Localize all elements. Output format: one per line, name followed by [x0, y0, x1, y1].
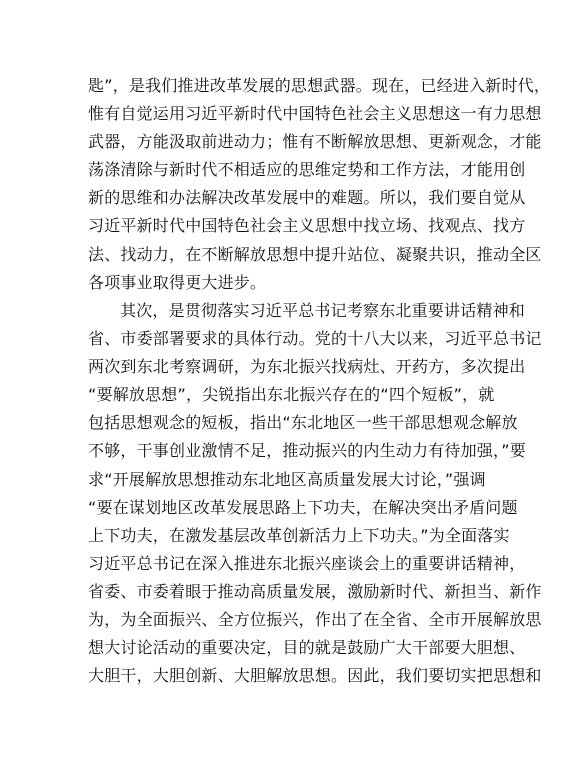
paragraph-2 [88, 297, 542, 690]
text-line: 各项事业取得更大进步。 [88, 272, 267, 292]
text-line: 上下功夫，在激发基层改革创新活力上下功夫。”为全面落实 [88, 525, 510, 545]
text-line: 包括思想观念的短板，指出“东北地区一些干部思想观念解放 [88, 413, 518, 433]
text-line: 省委、市委着眼于推动高质量发展，激励新时代、新担当、新作 [88, 581, 542, 601]
text-line: 荡涤清除与新时代不相适应的思维定势和工作方法，才能用创 [88, 160, 526, 180]
text-line: 习近平新时代中国特色社会主义思想中找立场、找观点、找方 [88, 216, 526, 236]
text-line: 新的思维和办法解决改革发展中的难题。所以，我们要自觉从 [88, 188, 526, 208]
text-line: “要在谋划地区改革发展思路上下功夫，在解决突出矛盾问题 [88, 497, 518, 517]
text-line: 武器，方能汲取前进动力；惟有不断解放思想、更新观念，才能 [88, 132, 542, 152]
text-line: 惟有自觉运用习近平新时代中国特色社会主义思想这一有力思想 [88, 104, 542, 124]
text-line: “要解放思想”，尖锐指出东北振兴存在的“四个短板”，就 [88, 385, 495, 405]
text-line: 不够，干事创业激情不足，推动振兴的内生动力有待加强，”要 [88, 441, 526, 461]
text-line: 求“开展解放思想推动东北地区高质量发展大讨论，”强调 [88, 469, 486, 489]
text-line: 两次到东北考察调研，为东北振兴找病灶、开药方，多次提出 [88, 357, 526, 377]
paragraph-1 [88, 72, 551, 297]
text-line: 想大讨论活动的重要决定，目的就是鼓励广大干部要大胆想、 [88, 638, 526, 658]
text-line: 法、找动力，在不断解放思想中提升站位、凝聚共识，推动全区 [88, 244, 542, 264]
text-line: 为，为全面振兴、全方位振兴，作出了在全省、全市开展解放思 [88, 610, 542, 630]
text-line: 省、市委部署要求的具体行动。党的十八大以来，习近平总书记 [88, 329, 542, 349]
text-line: 习近平总书记在深入推进东北振兴座谈会上的重要讲话精神， [88, 553, 526, 573]
text-line: 大胆干，大胆创新、大胆解放思想。因此，我们要切实把思想和 [88, 666, 542, 686]
text-line: 匙”，是我们推进改革发展的思想武器。现在，已经进入新时代， [88, 76, 551, 95]
text-line: 其次，是贯彻落实习近平总书记考察东北重要讲话精神和 [120, 301, 526, 320]
